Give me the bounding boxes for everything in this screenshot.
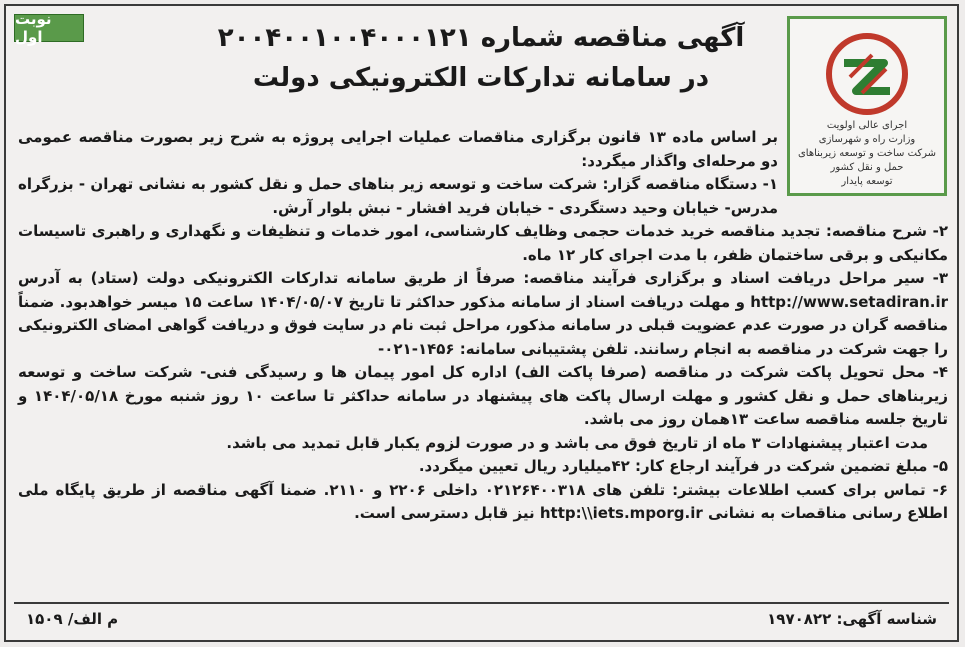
list-item: ۲- شرح مناقصه: تجدید مناقصه خرید خدمات حجمی وظایف کارشناسی، امور خدمات و تنظیفات و نگهداری و راهبری تاسیسات مکانیکی و برقی ساختمان ظفر، با مدت اجرای کار ۱۲ ماه.	[18, 222, 948, 264]
logo-caption-line: توسعه پایدار	[841, 176, 893, 187]
ad-identifier: شناسه آگهی: ۱۹۷۰۸۲۲	[767, 610, 937, 628]
list-item: مدت اعتبار پیشنهادات ۳ ماه از تاریخ فوق می باشد و در صورت لزوم یکبار قابل تمدید می باشد.	[226, 433, 928, 452]
title-line-1: آگهی مناقصه شماره ۲۰۰۴۰۰۱۰۰۴۰۰۰۱۲۱	[217, 23, 745, 53]
round-badge: نوبت اول	[14, 14, 84, 42]
notice-body	[18, 126, 948, 526]
list-item: ۱- دستگاه مناقصه گزار: شرکت ساخت و توسعه زیر بناهای حمل و نقل کشور به نشانی تهران - بزرگراه مدرس- خیابان وحید دستگردی - خیابان فرید افشار - نبش بلوار آرش.	[18, 175, 778, 217]
title-line-2: در سامانه تدارکات الکترونیکی دولت	[252, 63, 710, 93]
reference-code: م الف/ ۱۵۰۹	[26, 610, 119, 628]
notice-frame	[4, 4, 959, 642]
list-item: ۶- تماس برای کسب اطلاعات بیشتر: تلفن های ۰۲۱۲۶۴۰۰۳۱۸ داخلی ۲۲۰۶ و ۲۱۱۰. ضمنا آگهی مناقصه از طریق پایگاه ملی اطلاع رسانی مناقصات به نشانی http:\\iets.mporg.ir نیز قابل دسترسی است.	[18, 480, 948, 522]
logo-caption-line: شرکت ساخت و توسعه زیربناهای حمل و نقل کشور	[797, 148, 937, 173]
logo-caption-line: وزارت راه و شهرسازی	[818, 134, 916, 145]
list-item: ۵- مبلغ تضمین شرکت در فرآیند ارجاع کار: ۴۲میلیارد ریال تعیین میگردد.	[418, 457, 948, 475]
intro-paragraph: بر اساس ماده ۱۳ قانون برگزاری مناقصات عملیات اجرایی پروژه به شرح زیر بصورت مناقصه عمومی دو مرحله‌ای واگذار میگردد:	[18, 128, 778, 170]
list-item: ۳- سیر مراحل دریافت اسناد و برگزاری فرآیند مناقصه: صرفاً از طریق سامانه تدارکات الکترونیکی دولت (ستاد) به آدرس http://www.setadiran.ir و مهلت دریافت اسناد از سامانه مذکور حداکثر تا تاریخ ۱۴۰۴/۰۵/۰۷ ساعت ۱۵ میسر خواهدبود. ضمناً مناقصه گران در صورت عدم عضویت قبلی در سامانه مذکور، مراحل ثبت نام در سایت فوق و دریافت گواهی امضای الکترونیکی را جهت شرکت در مناقصه به انجام رسانند. تلفن پشتیبانی سامانه: ۱۴۵۶-۰۲۱-	[18, 269, 949, 358]
logo-caption-line: اجرای عالی اولویت	[826, 120, 908, 131]
list-item: ۴- محل تحویل پاکت شرکت در مناقصه (صرفا پاکت الف) اداره کل امور پیمان ها و رسیدگی فنی- شرکت ساخت و توسعه زیربناهای حمل و نقل کشور و مهلت ارسال پاکت های پیشنهاد در سامانه حداکثر تا ساعت ۱۰ روز شنبه مورخ ۱۴۰۴/۰۵/۱۸ و تاریخ جلسه مناقصه ساعت ۱۳همان روز می باشد.	[18, 363, 949, 428]
notice-footer	[14, 602, 949, 634]
notice-title	[186, 18, 776, 98]
organization-logo-icon	[826, 33, 908, 115]
